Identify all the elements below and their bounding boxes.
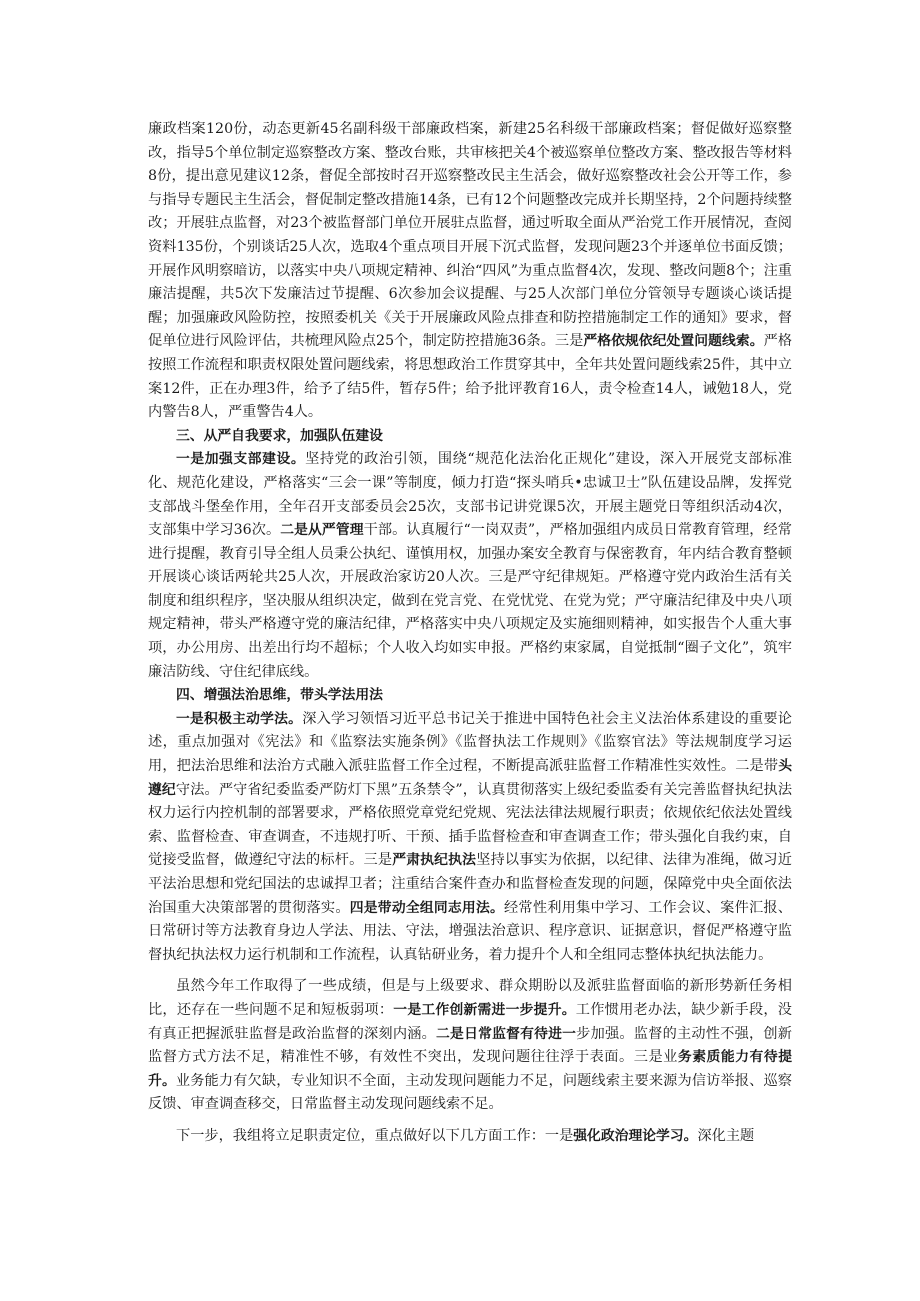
bold-emphasis-text: 头遵纪 — [148, 758, 792, 798]
body-text: 严格按照工作流程和职责权限处置问题线索，将思想政治工作贯穿其中，全年共处置问题线索25件，其中立案12件，正在办理3件，给予了结5件，暂存5件；给予批评教育16人，责令检查14人，诫勉18人，党内警告8人，严重警告4人。 — [148, 333, 793, 421]
paragraph-team-building — [148, 448, 792, 684]
bold-emphasis-text: 四是带动全组同志用法。 — [349, 899, 504, 916]
paragraph-shortcomings — [148, 975, 792, 1117]
body-text: 下一步，我组将立足职责定位，重点做好以下几方面工作：一是 — [176, 1127, 574, 1144]
bold-emphasis-text: 严肃执纪执法 — [392, 852, 477, 869]
body-text: 工作惯用老办法，缺少新手段，没有真正把握派驻监督是政治监督的深刻内涵。 — [148, 1001, 792, 1042]
body-text: 深入学习领悟习近平总书记关于推进中国特色社会主义法治体系建设的重要论述，重点加强对《宪法》和《监察法实施条例》《监督执法工作规则》《监察官法》等法规制度学习运用，把法治思维和法治方式融入派驻监督工作全过程，不断提高派驻监督工作精准性实效性。二是带 — [148, 710, 792, 775]
paragraph-next-steps — [148, 1125, 792, 1149]
body-text: 经常性利用集中学习、工作会议、案件汇报、日常研讨等方法教育身边人学法、用法、守法，增强法治意识、程序意识、证据意识，督促严格遵守监督执纪执法权力运行机制和工作流程，认真钻研业务，着力提升个人和全组同志整体执纪执法能力。 — [148, 899, 792, 963]
paragraph-supervision-work — [148, 118, 792, 425]
bold-emphasis-text: 一是工作创新需进一步提升。 — [393, 1001, 576, 1018]
bold-emphasis-text: 一是积极主动学法。 — [176, 710, 303, 727]
body-text: 深化主题 — [697, 1127, 755, 1144]
bold-emphasis-text: 二是从严管理 — [280, 522, 364, 539]
bold-emphasis-text: 强化政治理论学习。 — [573, 1127, 698, 1144]
body-text: 干部。认真履行“一岗双责”，严格加强组内成员日常教育管理，经常进行提醒，教育引导全组人员秉公执纪、谨慎用权，加强办案安全教育与保密教育，年内结合教育整顿开展谈心谈话两轮共25人次，开展政治家访20人次。三是严守纪律规矩。严格遵守党内政治生活有关制度和组织程序，坚决服从组织决定，做到在党言党、在党忧党、在党为党；严守廉洁纪律及中央八项规定精神，带头严格遵守党的廉洁纪律，严格落实中央八项规定及实施细则精神，如实报告个人重大事项，办公用房、出差出行均不超标；个人收入均如实申报。严格约束家属，自觉抵制“圈子文化”，筑牢廉洁防线、守住纪律底线。 — [148, 522, 792, 680]
section-heading-team-building: 三、从严自我要求，加强队伍建设 — [176, 427, 383, 444]
bold-emphasis-text: 二是日常监督有待进一 — [436, 1025, 577, 1042]
body-text: 廉政档案120份，动态更新45名副科级干部廉政档案，新建25名科级干部廉政档案；督促做好巡察整改，指导5个单位制定巡察整改方案、整改台账，共审核把关4个被巡察单位整改方案、整改报告等材料8份，提出意见建议12条，督促全部按时召开巡察整改民主生活会，做好巡察整改社会公开等工作，参与指导专题民主生活会，督促制定整改措施14条，已有12个问题整改完成并长期坚持，2个问题持续整改；开展驻点监督，对23个被监督部门单位开展驻点监督，通过听取全面从严治党工作开展情况，查阅资料135份，个别谈话25人次，选取4个重点项目开展下沉式监督，发现问题23个并逐单位书面反馈；开展作风明察暗访，以落实中央八项规定精神、纠治“四风”为重点监督4次，发现、整改问题8个；注重廉洁提醒，共5次下发廉洁过节提醒、6次参加会议提醒、与25人次部门单位分管领导专题谈心谈话提醒；加强廉政风险防控，按照委机关《关于开展廉政风险点排查和防控措施制定工作的通知》要求，督促单位进行风险评估，共梳理风险点25个，制定防控措施36条。三是 — [148, 121, 792, 350]
paragraph-rule-of-law — [148, 708, 792, 968]
body-text: 步加强。监督的主动性不强，创新监督方式方法不足，精准性不够，有效性不突出，发现问题往往浮于表面。三是业 — [148, 1025, 792, 1066]
body-text: 虽然今年工作取得了一些成绩，但是与上级要求、群众期盼以及派驻监督面临的新形势新任务相比，还存在一些问题不足和短板弱项： — [148, 978, 792, 1018]
document-body — [148, 118, 792, 1149]
section-heading-rule-of-law: 四、增强法治思维，带头学法用法 — [176, 687, 383, 704]
body-text: 坚持以事实为依据，以纪律、法律为准绳，做习近平法治思想和党纪国法的忠诚捍卫者；注重结合案件查办和监督检查发现的问题，保障党中央全面依法治国重大决策部署的贯彻落实。 — [148, 852, 792, 916]
body-text: 坚持党的政治引领，围绕“规范化法治化正规化”建设，深入开展党支部标准化、规范化建设，严格落实“三会一课”等制度，倾力打造“探头哨兵•忠诚卫士”队伍建设品牌，发挥党支部战斗堡垒作用，全年召开支部委员会25次，支部书记讲党课5次，开展主题党日等组织活动4次，支部集中学习36次。 — [148, 451, 792, 539]
body-text: 业务能力有欠缺，专业知识不全面，主动发现问题能力不足，问题线索主要来源为信访举报、巡察反馈、审查调查移交，日常监督主动发现问题线索不足。 — [148, 1072, 792, 1113]
body-text: 守法。严守省纪委监委严防灯下黑”五条禁令”，认真贯彻落实上级纪委监委有关完善监督执纪执法权力运行内控机制的部署要求，严格依照党章党纪党规、宪法法律法规履行职责；依规依纪依法处置线索、监督检查、审查调查，不违规打听、干预、插手监督检查和审查调查工作；带头强化自我约束，自觉接受监督，做遵纪守法的标杆。三是 — [148, 781, 793, 869]
bold-emphasis-text: 严格依规依纪处置问题线索。 — [583, 333, 764, 350]
bold-emphasis-text: 务素质能力有待提升。 — [148, 1049, 792, 1089]
bold-emphasis-text: 一是加强支部建设。 — [176, 451, 306, 468]
